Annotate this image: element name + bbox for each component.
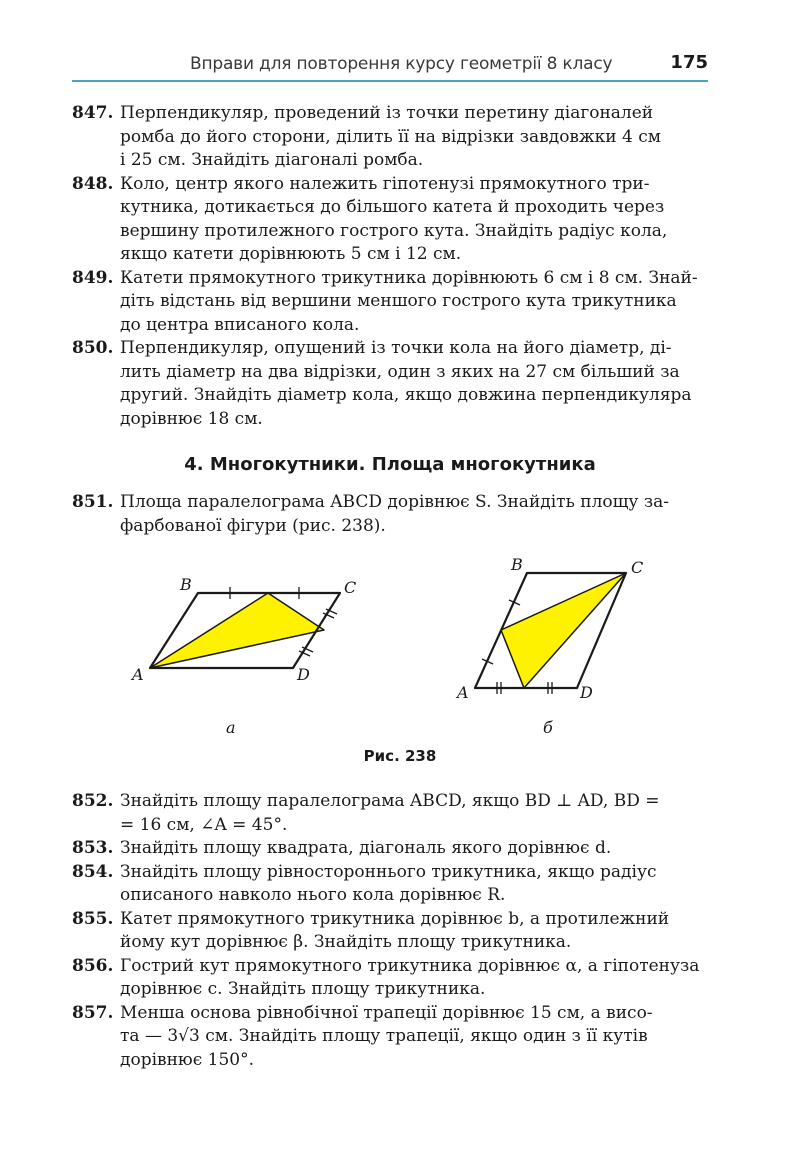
figure-b bbox=[455, 555, 643, 737]
text-line: лить діаметр на два відрізки, один з яких на 27 см більший за bbox=[120, 361, 680, 382]
text-line: дорівнює 18 см. bbox=[120, 408, 263, 429]
problem-851-row bbox=[72, 491, 708, 538]
problem-number: 848. bbox=[72, 173, 114, 194]
problem-number: 852. bbox=[72, 791, 114, 811]
subfigure-a-label: а bbox=[226, 718, 236, 737]
text-line: Менша основа рівнобічної трапеції дорівнює 15 см, а висо- bbox=[120, 1002, 653, 1023]
problem-number: 855. bbox=[72, 908, 114, 929]
label-a-C: C bbox=[344, 578, 357, 597]
problem-855 bbox=[72, 908, 708, 955]
page-number: 175 bbox=[670, 52, 708, 73]
label-b-B: B bbox=[511, 555, 523, 574]
text-line: Катети прямокутного трикутника дорівнюють 6 см і 8 см. Знай- bbox=[120, 267, 698, 288]
figure-238 bbox=[0, 540, 800, 740]
problem-text bbox=[120, 173, 708, 267]
text-line: ромба до його сторони, ділить її на відрізки завдовжки 4 см bbox=[120, 126, 661, 147]
text-line: діть відстань від вершини меншого гострого кута трикутника bbox=[120, 291, 677, 311]
text-line: та — 3√3 см. Знайдіть площу трапеції, якщо один з її кутів bbox=[120, 1026, 648, 1046]
problem-850 bbox=[72, 337, 708, 431]
figure-caption: Рис. 238 bbox=[363, 747, 437, 765]
page-header bbox=[72, 52, 708, 82]
text-line: Перпендикуляр, опущений із точки кола на його діаметр, ді- bbox=[120, 338, 672, 358]
problem-text bbox=[120, 337, 708, 431]
label-a-D: D bbox=[297, 665, 310, 684]
figure-a bbox=[130, 575, 356, 737]
problem-number: 851. bbox=[72, 492, 114, 512]
problem-851 bbox=[72, 491, 708, 538]
text-line: якщо катети дорівнюють 5 см і 12 см. bbox=[120, 244, 462, 264]
problem-849 bbox=[72, 267, 708, 338]
problem-text bbox=[120, 955, 708, 1002]
problem-853 bbox=[72, 837, 708, 861]
text-line: дорівнює c. Знайдіть площу трикутника. bbox=[120, 979, 486, 999]
text-line: кутника, дотикається до більшого катета й проходить через bbox=[120, 197, 665, 217]
text-line: Знайдіть площу паралелограма ABCD, якщо BD ⊥ AD, BD = bbox=[120, 791, 660, 811]
problem-text bbox=[120, 861, 708, 908]
problem-number: 853. bbox=[72, 838, 114, 858]
problem-number: 849. bbox=[72, 267, 114, 288]
text-line: Знайдіть площу рівностороннього трикутника, якщо радіус bbox=[120, 861, 657, 882]
label-a-B: B bbox=[180, 575, 192, 594]
text-line: фарбованої фігури (рис. 238). bbox=[120, 515, 386, 536]
text-line: Площа паралелограма ABCD дорівнює S. Знайдіть площу за- bbox=[120, 492, 669, 512]
text-line: до центра вписаного кола. bbox=[120, 314, 360, 335]
text-line: йому кут дорівнює β. Знайдіть площу трикутника. bbox=[120, 932, 572, 952]
text-line: другий. Знайдіть діаметр кола, якщо довжина перпендикуляра bbox=[120, 385, 692, 405]
problem-number: 857. bbox=[72, 1002, 114, 1023]
problem-text bbox=[120, 491, 708, 538]
problem-number: 847. bbox=[72, 103, 114, 123]
subfigure-b-label: б bbox=[543, 718, 553, 737]
problem-847 bbox=[72, 102, 708, 173]
problem-number: 856. bbox=[72, 955, 114, 976]
problem-857 bbox=[72, 1002, 708, 1073]
header-title: Вправи для повторення курсу геометрії 8 класу bbox=[190, 54, 613, 74]
text-line: Перпендикуляр, проведений із точки перетину діагоналей bbox=[120, 103, 654, 123]
problem-text bbox=[120, 1002, 708, 1073]
shaded-triangle-a bbox=[150, 593, 324, 668]
text-line: Гострий кут прямокутного трикутника дорівнює α, а гіпотенуза bbox=[120, 955, 700, 976]
text-line: Катет прямокутного трикутника дорівнює b, а протилежний bbox=[120, 908, 670, 929]
problems-top bbox=[72, 102, 708, 431]
problem-text bbox=[120, 837, 708, 861]
label-b-D: D bbox=[580, 683, 593, 702]
problem-854 bbox=[72, 861, 708, 908]
problem-text bbox=[120, 267, 708, 338]
label-a-A: A bbox=[132, 665, 144, 684]
problem-number: 854. bbox=[72, 861, 114, 882]
text-line: Знайдіть площу квадрата, діагональ якого дорівнює d. bbox=[120, 838, 612, 858]
section-title: 4. Многокутники. Площа многокутника bbox=[184, 454, 596, 475]
problem-852 bbox=[72, 790, 708, 837]
problem-text bbox=[120, 102, 708, 173]
text-line: вершину протилежного гострого кута. Знайдіть радіус кола, bbox=[120, 220, 668, 241]
problem-text bbox=[120, 908, 708, 955]
text-line: описаного навколо нього кола дорівнює R. bbox=[120, 885, 506, 905]
header-rule bbox=[72, 80, 708, 82]
problems-bottom bbox=[72, 790, 708, 1072]
problem-856 bbox=[72, 955, 708, 1002]
problem-text bbox=[120, 790, 708, 837]
text-line: і 25 см. Знайдіть діагоналі ромба. bbox=[120, 150, 424, 170]
text-line: = 16 см, ∠A = 45°. bbox=[120, 814, 288, 835]
text-line: дорівнює 150°. bbox=[120, 1049, 254, 1070]
label-b-A: A bbox=[457, 683, 469, 702]
problem-number: 850. bbox=[72, 338, 114, 358]
text-line: Коло, центр якого належить гіпотенузі прямокутного три- bbox=[120, 173, 650, 194]
problem-848 bbox=[72, 173, 708, 267]
label-b-C: C bbox=[631, 558, 644, 577]
